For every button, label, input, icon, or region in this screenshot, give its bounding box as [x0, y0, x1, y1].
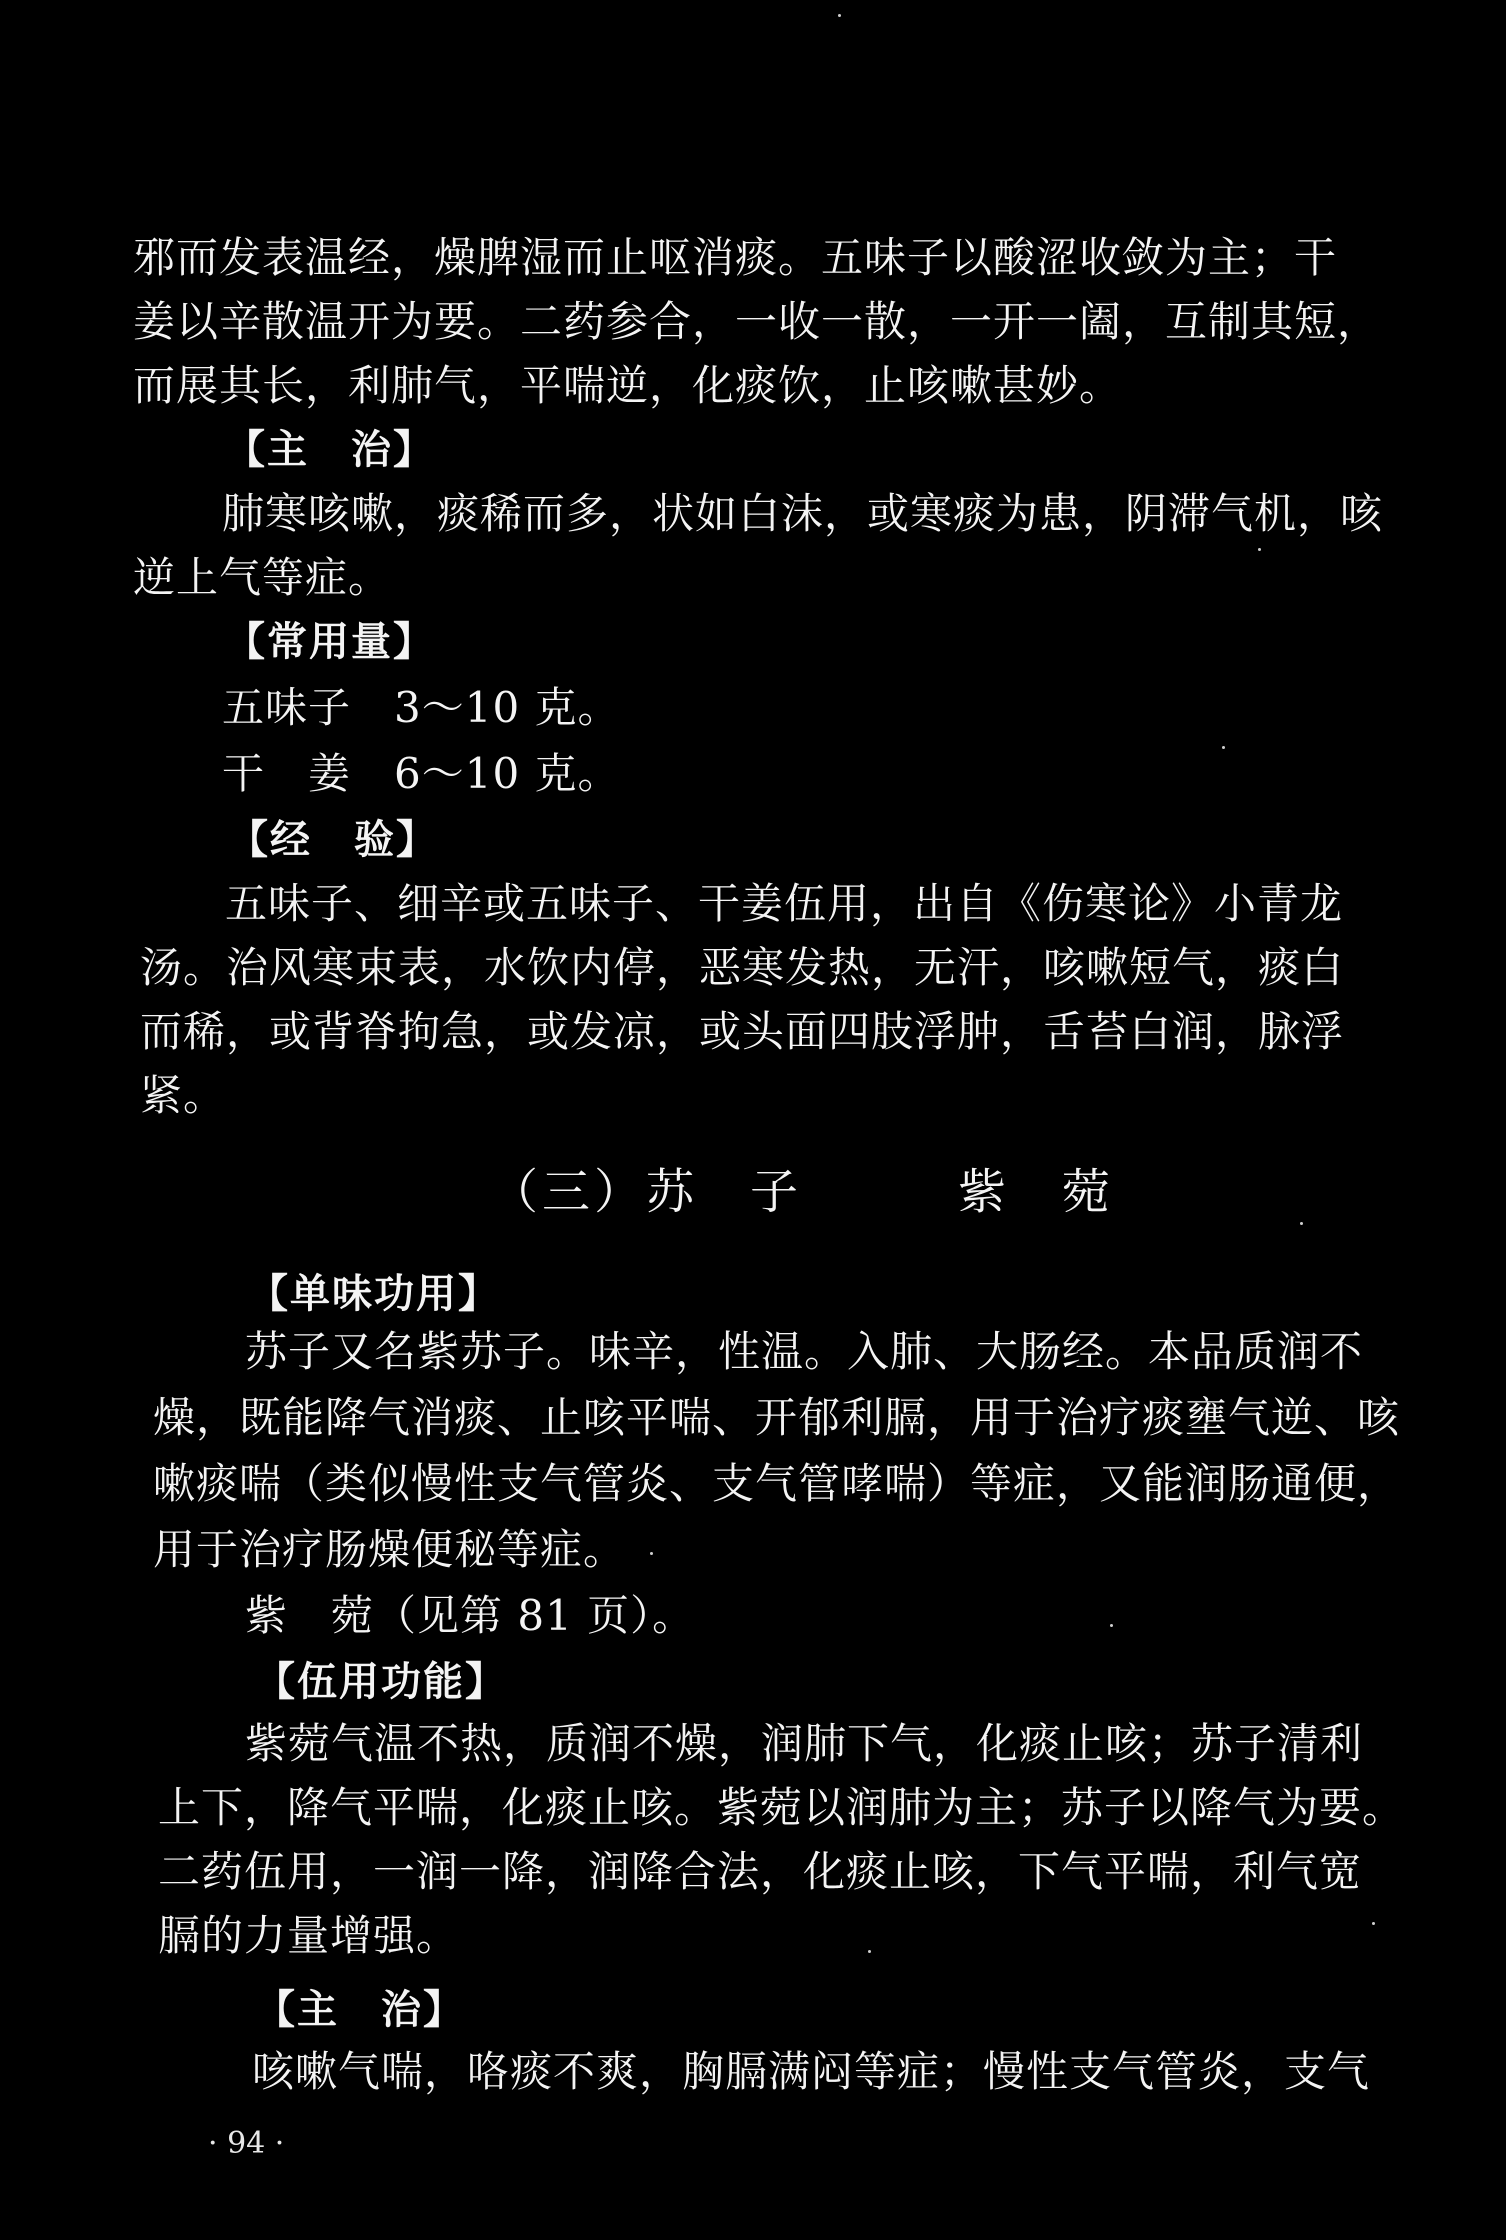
scan-speck	[1258, 548, 1261, 551]
paragraph-line: 紫菀气温不热，质润不燥，润肺下气，化痰止咳；苏子清利	[245, 1719, 1364, 1768]
paragraph-line: 燥，既能降气消痰、止咳平喘、开郁利膈，用于治疗痰壅气逆、咳	[153, 1393, 1401, 1442]
section-title: （三）苏 子 紫 菀	[490, 1164, 1115, 1220]
paragraph-line: 而展其长，利肺气，平喘逆，化痰饮，止咳嗽甚妙。	[133, 361, 1123, 410]
dosage-line: 五味子 3～10 克。	[222, 683, 621, 732]
paragraph-line: 苏子又名紫苏子。味辛，性温。入肺、大肠经。本品质润不	[245, 1327, 1364, 1376]
paragraph-line: 姜以辛散温开为要。二药参合，一收一散，一开一阖，互制其短，	[133, 297, 1381, 346]
paragraph-line: 肺寒咳嗽，痰稀而多，状如白沫，或寒痰为患，阴滞气机，咳	[222, 489, 1384, 538]
paragraph-line: 汤。治风寒束表，水饮内停，恶寒发热，无汗，咳嗽短气，痰白	[140, 943, 1345, 992]
paragraph-line: 五味子、细辛或五味子、干姜伍用，出自《伤寒论》小青龙	[225, 879, 1344, 928]
paragraph-line: 邪而发表温经，燥脾湿而止呕消痰。五味子以酸涩收敛为主；干	[133, 233, 1338, 282]
indications-heading: 【主 治】	[255, 1987, 465, 2033]
scan-speck	[838, 14, 841, 17]
paragraph-line: 咳嗽气喘，咯痰不爽，胸膈满闷等症；慢性支气管炎，支气	[252, 2047, 1371, 2096]
page-number: · 94 ·	[208, 2126, 285, 2161]
scan-speck	[1372, 1922, 1375, 1925]
paragraph-line: 膈的力量增强。	[158, 1911, 460, 1960]
experience-heading: 【经 验】	[228, 817, 438, 863]
scan-speck	[1110, 1624, 1113, 1627]
paragraph-line: 而稀，或背脊拘急，或发凉，或头面四肢浮肿，舌苔白润，脉浮	[140, 1007, 1345, 1056]
single-function-heading: 【单味功用】	[248, 1271, 500, 1317]
scan-speck	[1222, 746, 1225, 749]
scan-speck	[650, 1552, 653, 1555]
dosage-line: 干 姜 6～10 克。	[222, 749, 621, 798]
dosage-heading: 【常用量】	[225, 619, 435, 665]
paragraph-line: 用于治疗肠燥便秘等症。	[153, 1525, 627, 1574]
paragraph-line: 嗽痰喘（类似慢性支气管炎、支气管哮喘）等症，又能润肠通便，	[153, 1459, 1401, 1508]
paragraph-line: 上下，降气平喘，化痰止咳。紫菀以润肺为主；苏子以降气为要。	[158, 1783, 1406, 1832]
scan-speck	[868, 1950, 871, 1953]
paragraph-line: 逆上气等症。	[133, 553, 392, 602]
combined-function-heading: 【伍用功能】	[255, 1659, 507, 1705]
paragraph-line: 紫 菀（见第 81 页）。	[245, 1591, 696, 1640]
paragraph-line: 二药伍用，一润一降，润降合法，化痰止咳，下气平喘，利气宽	[158, 1847, 1363, 1896]
indications-heading: 【主 治】	[225, 427, 435, 473]
scan-speck	[1300, 1222, 1303, 1225]
paragraph-line: 紧。	[140, 1071, 227, 1120]
